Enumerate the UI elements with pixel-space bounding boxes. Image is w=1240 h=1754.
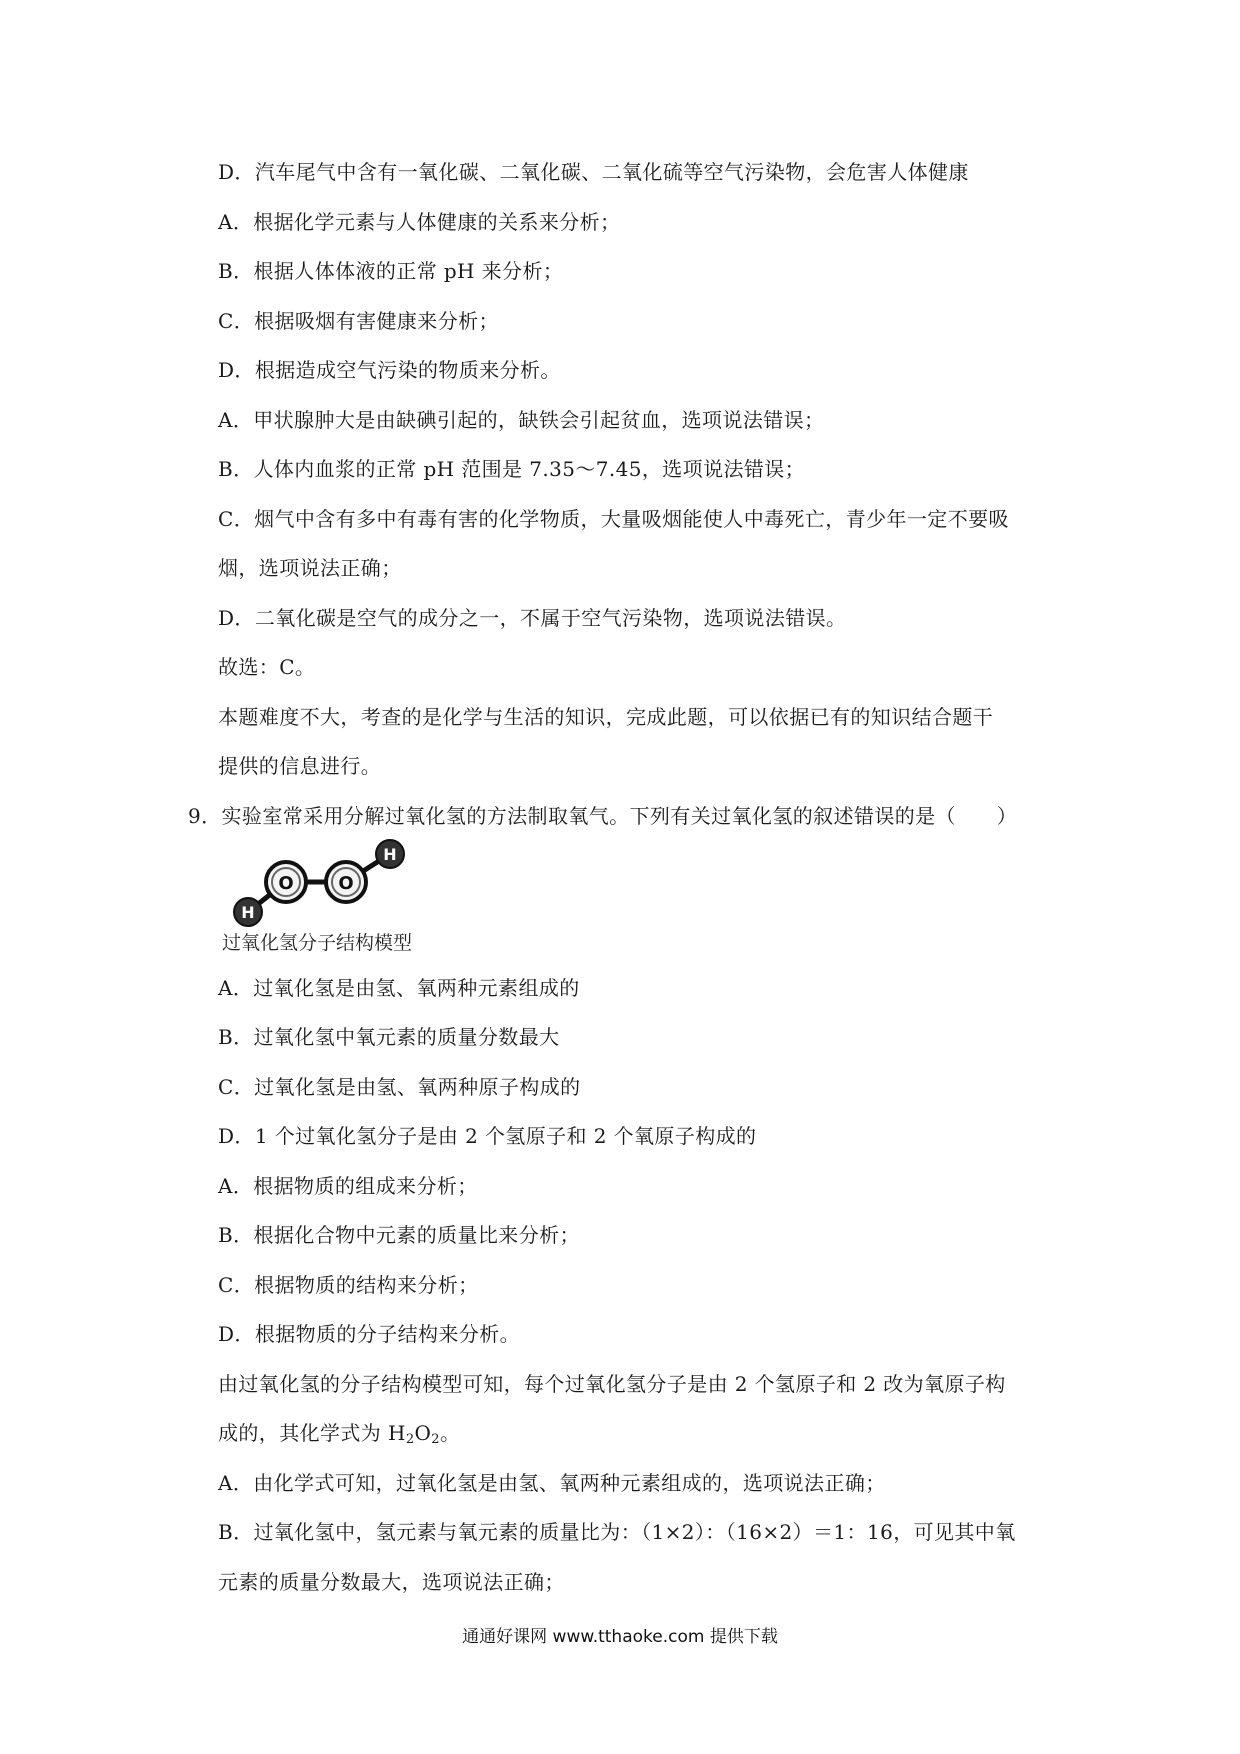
q9-solution-b-cont: 元素的质量分数最大，选项说法正确； [218, 1570, 565, 1594]
q9-solution-intro-2 [218, 1419, 460, 1447]
formula-text: 成的，其化学式为 H [218, 1421, 406, 1445]
svg-text:H: H [241, 903, 255, 922]
oxygen-atom-right [326, 862, 366, 902]
q9-option-a: A．过氧化氢是由氢、氧两种元素组成的 [218, 976, 580, 1000]
formula-end: 。 [439, 1421, 461, 1445]
svg-text:H: H [383, 845, 397, 864]
q9-option-b: B．过氧化氢中氧元素的质量分数最大 [218, 1025, 560, 1049]
q9-solution-a: A．由化学式可知，过氧化氢是由氢、氧两种元素组成的，选项说法正确； [218, 1471, 886, 1495]
question-9-stem: 9．实验室常采用分解过氧化氢的方法制取氧气。下列有关过氧化氢的叙述错误的是（ ） [188, 804, 1018, 828]
q9-analysis-c: C．根据物质的结构来分析； [218, 1273, 479, 1297]
q9-analysis-d: D．根据物质的分子结构来分析。 [218, 1322, 521, 1346]
subscript: 2 [431, 1432, 440, 1447]
q9-option-d: D．1 个过氧化氢分子是由 2 个氢原子和 2 个氧原子构成的 [218, 1124, 757, 1148]
prev-solution-a: A．甲状腺肿大是由缺碘引起的，缺铁会引起贫血，选项说法错误； [218, 408, 825, 432]
formula-o: O [414, 1421, 432, 1445]
q9-solution-intro-1: 由过氧化氢的分子结构模型可知，每个过氧化氢分子是由 2 个氢原子和 2 改为氧原子构 [218, 1372, 1006, 1396]
hydrogen-peroxide-model-figure [228, 834, 418, 929]
prev-analysis-b: B．根据人体体液的正常 pH 来分析； [218, 259, 564, 283]
prev-solution-c: C．烟气中含有多中有毒有害的化学物质，大量吸烟能使人中毒死亡，青少年一定不要吸 [218, 507, 1009, 531]
hydrogen-atom-left [234, 898, 262, 926]
subscript: 2 [405, 1432, 415, 1447]
prev-solution-d: D．二氧化碳是空气的成分之一，不属于空气污染物，选项说法错误。 [218, 606, 847, 630]
prev-option-d: D．汽车尾气中含有一氧化碳、二氧化碳、二氧化硫等空气污染物，会危害人体健康 [218, 160, 969, 184]
svg-text:O: O [278, 873, 294, 894]
prev-solution-c-cont: 烟，选项说法正确； [218, 556, 402, 580]
figure-caption: 过氧化氢分子结构模型 [222, 932, 413, 954]
q9-solution-b: B．过氧化氢中，氢元素与氧元素的质量比为：（1×2）：（16×2）＝1：16，可见其中氧 [218, 1520, 1016, 1544]
oxygen-atom-left [266, 862, 306, 902]
q9-analysis-b: B．根据化合物中元素的质量比来分析； [218, 1223, 580, 1247]
svg-text:O: O [338, 873, 354, 894]
prev-analysis-a: A．根据化学元素与人体健康的关系来分析； [218, 210, 621, 234]
page-footer: 通通好课网 www.tthaoke.com 提供下载 [462, 1627, 778, 1647]
q9-analysis-a: A．根据物质的组成来分析； [218, 1174, 478, 1198]
prev-analysis-c: C．根据吸烟有害健康来分析； [218, 309, 499, 333]
hydrogen-atom-right [376, 840, 404, 868]
prev-answer: 故选：C。 [218, 655, 316, 679]
q9-option-c: C．过氧化氢是由氢、氧两种原子构成的 [218, 1075, 581, 1099]
prev-comment-1: 本题难度不大，考查的是化学与生活的知识，完成此题，可以依据已有的知识结合题干 [218, 705, 994, 729]
prev-solution-b: B．人体内血浆的正常 pH 范围是 7.35～7.45，选项说法错误； [218, 457, 806, 481]
prev-comment-2: 提供的信息进行。 [218, 754, 382, 778]
prev-analysis-d: D．根据造成空气污染的物质来分析。 [218, 358, 561, 382]
